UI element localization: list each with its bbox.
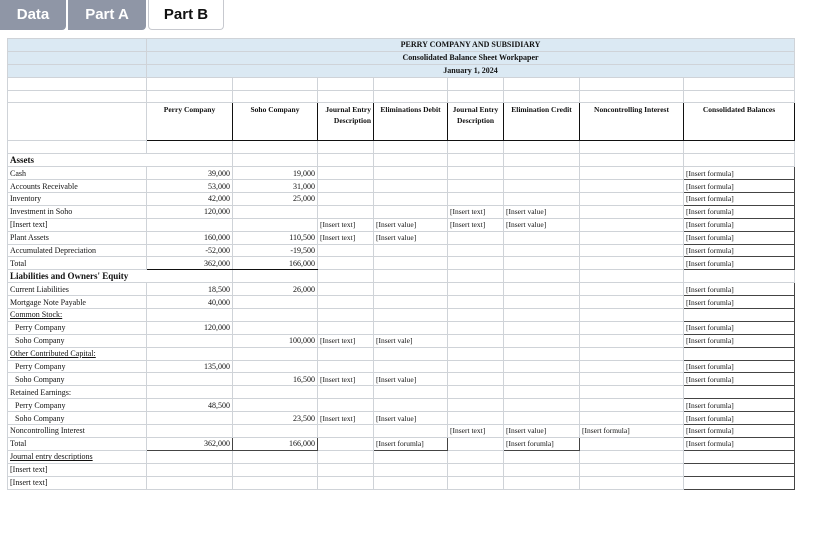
cell-elim-debit[interactable] [374, 425, 448, 438]
cell-elim-credit[interactable] [504, 476, 580, 489]
cell-journal-desc-2[interactable] [448, 347, 504, 360]
cell-elim-credit[interactable] [504, 386, 580, 399]
cell-consolidated[interactable] [684, 309, 795, 322]
cell-consolidated[interactable]: [Insert forumla] [684, 218, 795, 231]
cell-elim-debit[interactable]: [Insert forumla] [374, 437, 448, 450]
cell-journal-desc-1[interactable]: [Insert text] [318, 334, 374, 347]
cell-nci[interactable] [580, 283, 684, 296]
cell-perry: 40,000 [147, 296, 233, 309]
col-noncontrolling-interest: Noncontrolling Interest [580, 103, 684, 141]
cell-elim-debit[interactable]: [Insert value] [374, 412, 448, 425]
cell-elim-debit[interactable] [374, 270, 448, 283]
cell-elim-debit[interactable] [374, 347, 448, 360]
cell-consolidated[interactable] [684, 463, 795, 476]
cell-soho[interactable] [233, 205, 318, 218]
cell-elim-debit[interactable]: [Insert vale] [374, 334, 448, 347]
cell-perry: 362,000 [147, 257, 233, 270]
cell-perry: 160,000 [147, 231, 233, 244]
row-label: Investment in Soho [8, 205, 147, 218]
cell-consolidated[interactable] [684, 476, 795, 489]
cell-nci[interactable] [580, 399, 684, 412]
worksheet-grid [7, 38, 795, 490]
row-label: Perry Company [8, 360, 147, 373]
row-label: Soho Company [8, 373, 147, 386]
worksheet-date: January 1, 2024 [147, 64, 795, 77]
table-row [8, 154, 795, 167]
table-row [8, 373, 795, 386]
row-label: Current Liabilities [8, 283, 147, 296]
cell-journal-desc-2[interactable] [448, 270, 504, 283]
cell-soho[interactable] [233, 309, 318, 322]
cell-journal-desc-2[interactable] [448, 386, 504, 399]
cell-journal-desc-1[interactable]: [Insert text] [318, 231, 374, 244]
cell-journal-desc-1[interactable] [318, 399, 374, 412]
row-label[interactable]: [Insert text] [8, 476, 147, 489]
cell-soho[interactable] [233, 476, 318, 489]
table-row [8, 193, 795, 206]
cell-soho[interactable] [233, 347, 318, 360]
row-label: Other Contributed Capital: [8, 347, 147, 360]
cell-journal-desc-2[interactable] [448, 476, 504, 489]
cell-perry[interactable] [147, 373, 233, 386]
table-row [8, 425, 795, 438]
row-label: Perry Company [8, 399, 147, 412]
cell-soho[interactable] [233, 386, 318, 399]
cell-nci[interactable] [580, 257, 684, 270]
cell-journal-desc-1[interactable] [318, 296, 374, 309]
cell-nci[interactable] [580, 244, 684, 257]
cell-elim-debit[interactable] [374, 244, 448, 257]
cell-journal-desc-2[interactable]: [Insert text] [448, 425, 504, 438]
cell-consolidated[interactable]: [Insert formula] [684, 425, 795, 438]
cell-nci[interactable] [580, 309, 684, 322]
cell-journal-desc-1[interactable] [318, 244, 374, 257]
cell-soho[interactable] [233, 360, 318, 373]
table-row [8, 218, 795, 231]
cell-soho: 166,000 [233, 257, 318, 270]
cell-soho: 100,000 [233, 334, 318, 347]
company-title: PERRY COMPANY AND SUBSIDIARY [147, 39, 795, 52]
cell-elim-credit[interactable] [504, 334, 580, 347]
col-journal-entry-description-2: Journal Entry Description [448, 103, 504, 141]
cell-consolidated[interactable]: [Insert formula] [684, 244, 795, 257]
row-label[interactable]: [Insert text] [8, 463, 147, 476]
table-row [8, 476, 795, 489]
cell-soho: 110,500 [233, 231, 318, 244]
cell-elim-debit[interactable] [374, 463, 448, 476]
cell-journal-desc-1[interactable] [318, 270, 374, 283]
cell-journal-desc-1[interactable] [318, 283, 374, 296]
cell-journal-desc-2[interactable] [448, 450, 504, 463]
cell-soho[interactable] [233, 218, 318, 231]
cell-elim-debit[interactable] [374, 154, 448, 167]
table-row [8, 231, 795, 244]
cell-journal-desc-2[interactable] [448, 180, 504, 193]
cell-journal-desc-2[interactable] [448, 167, 504, 180]
cell-nci[interactable] [580, 167, 684, 180]
cell-consolidated[interactable]: [Insert forumla] [684, 360, 795, 373]
table-row [8, 309, 795, 322]
cell-soho: 19,000 [233, 167, 318, 180]
cell-soho[interactable] [233, 463, 318, 476]
cell-consolidated[interactable] [684, 386, 795, 399]
col-soho-company: Soho Company [233, 103, 318, 141]
cell-nci[interactable] [580, 373, 684, 386]
row-label: Plant Assets [8, 231, 147, 244]
row-label: Inventory [8, 193, 147, 206]
row-label: Soho Company [8, 412, 147, 425]
cell-consolidated[interactable] [684, 450, 795, 463]
cell-nci[interactable] [580, 450, 684, 463]
cell-consolidated[interactable] [684, 154, 795, 167]
table-row [8, 321, 795, 334]
cell-journal-desc-2[interactable] [448, 309, 504, 322]
cell-perry[interactable] [147, 425, 233, 438]
cell-journal-desc-1[interactable]: [Insert text] [318, 218, 374, 231]
cell-journal-desc-2[interactable] [448, 283, 504, 296]
cell-perry: -52,000 [147, 244, 233, 257]
cell-elim-debit[interactable] [374, 360, 448, 373]
cell-soho: 31,000 [233, 180, 318, 193]
cell-elim-debit[interactable] [374, 193, 448, 206]
cell-elim-debit[interactable] [374, 283, 448, 296]
cell-journal-desc-1[interactable]: [Insert text] [318, 373, 374, 386]
cell-soho: 25,000 [233, 193, 318, 206]
cell-consolidated[interactable]: [Insert forumla] [684, 399, 795, 412]
cell-perry: 18,500 [147, 283, 233, 296]
cell-soho: 23,500 [233, 412, 318, 425]
cell-elim-debit[interactable] [374, 450, 448, 463]
cell-perry: 53,000 [147, 180, 233, 193]
cell-elim-credit[interactable] [504, 360, 580, 373]
cell-elim-debit[interactable] [374, 321, 448, 334]
cell-elim-credit[interactable] [504, 296, 580, 309]
consolidation-worksheet [7, 38, 794, 490]
col-journal-entry-description-1: Journal Entry Description [318, 103, 374, 141]
row-label: Noncontrolling Interest [8, 425, 147, 438]
cell-nci[interactable] [580, 347, 684, 360]
cell-consolidated[interactable]: [Insert formula] [684, 193, 795, 206]
cell-journal-desc-1[interactable] [318, 476, 374, 489]
cell-elim-credit[interactable] [504, 231, 580, 244]
cell-journal-desc-2[interactable] [448, 193, 504, 206]
cell-nci[interactable] [580, 270, 684, 283]
cell-perry[interactable] [147, 476, 233, 489]
cell-nci[interactable] [580, 321, 684, 334]
cell-elim-debit[interactable] [374, 476, 448, 489]
cell-consolidated[interactable]: [Insert forumla] [684, 283, 795, 296]
cell-journal-desc-1[interactable] [318, 347, 374, 360]
cell-perry[interactable] [147, 463, 233, 476]
cell-journal-desc-1[interactable] [318, 437, 374, 450]
cell-soho[interactable] [233, 270, 318, 283]
cell-soho[interactable] [233, 450, 318, 463]
cell-elim-credit[interactable] [504, 180, 580, 193]
row-label: Mortgage Note Payable [8, 296, 147, 309]
col-eliminations-debit: Eliminations Debit [374, 103, 448, 141]
table-row [8, 450, 795, 463]
cell-nci[interactable] [580, 193, 684, 206]
cell-journal-desc-1[interactable] [318, 360, 374, 373]
cell-elim-debit[interactable] [374, 205, 448, 218]
cell-elim-debit[interactable]: [Insert value] [374, 231, 448, 244]
cell-journal-desc-2[interactable] [448, 296, 504, 309]
cell-consolidated[interactable]: [Insert forumla] [684, 257, 795, 270]
cell-journal-desc-2[interactable] [448, 334, 504, 347]
cell-elim-debit[interactable] [374, 399, 448, 412]
tab-data[interactable]: Data [0, 0, 66, 30]
row-label: Accumulated Depreciation [8, 244, 147, 257]
cell-nci[interactable] [580, 218, 684, 231]
cell-elim-debit[interactable]: [Insert value] [374, 373, 448, 386]
cell-perry: 135,000 [147, 360, 233, 373]
cell-consolidated[interactable]: [Insert forumla] [684, 334, 795, 347]
cell-consolidated[interactable]: [Insert forumla] [684, 373, 795, 386]
table-row [8, 180, 795, 193]
tab-part-a[interactable]: Part A [68, 0, 146, 30]
cell-elim-credit[interactable] [504, 193, 580, 206]
cell-consolidated[interactable]: [Insert forumla] [684, 231, 795, 244]
cell-elim-debit[interactable]: [Insert value] [374, 218, 448, 231]
cell-elim-credit[interactable] [504, 412, 580, 425]
table-row [8, 270, 795, 283]
cell-elim-debit[interactable] [374, 257, 448, 270]
cell-journal-desc-2[interactable]: [Insert text] [448, 205, 504, 218]
cell-elim-credit[interactable] [504, 270, 580, 283]
cell-journal-desc-1[interactable] [318, 425, 374, 438]
cell-journal-desc-1[interactable] [318, 193, 374, 206]
cell-perry[interactable] [147, 412, 233, 425]
cell-perry[interactable] [147, 334, 233, 347]
cell-nci[interactable] [580, 437, 684, 450]
cell-elim-credit[interactable] [504, 450, 580, 463]
cell-journal-desc-2[interactable] [448, 373, 504, 386]
cell-consolidated[interactable]: [Insert formula] [684, 180, 795, 193]
cell-elim-credit[interactable] [504, 283, 580, 296]
cell-journal-desc-2[interactable] [448, 399, 504, 412]
cell-perry: 120,000 [147, 205, 233, 218]
cell-perry: 48,500 [147, 399, 233, 412]
worksheet-subtitle: Consolidated Balance Sheet Workpaper [147, 51, 795, 64]
row-label: Perry Company [8, 321, 147, 334]
row-label: Liabilities and Owners' Equity [8, 270, 233, 283]
cell-journal-desc-1[interactable] [318, 205, 374, 218]
cell-perry[interactable] [147, 309, 233, 322]
cell-elim-credit[interactable] [504, 309, 580, 322]
cell-elim-credit[interactable] [504, 373, 580, 386]
cell-nci[interactable] [580, 334, 684, 347]
table-row [8, 360, 795, 373]
cell-consolidated[interactable]: [Insert forumla] [684, 296, 795, 309]
cell-elim-debit[interactable] [374, 167, 448, 180]
cell-nci[interactable] [580, 296, 684, 309]
cell-soho[interactable] [233, 296, 318, 309]
cell-perry: 42,000 [147, 193, 233, 206]
cell-nci[interactable]: [Insert formula] [580, 425, 684, 438]
cell-perry[interactable] [147, 450, 233, 463]
cell-elim-debit[interactable] [374, 309, 448, 322]
row-label: Total [8, 257, 147, 270]
cell-nci[interactable] [580, 360, 684, 373]
cell-elim-credit[interactable] [504, 244, 580, 257]
table-row [8, 437, 795, 450]
col-perry-company: Perry Company [147, 103, 233, 141]
row-label: Cash [8, 167, 147, 180]
row-label: Common Stock: [8, 309, 147, 322]
cell-journal-desc-1[interactable] [318, 450, 374, 463]
row-label: Soho Company [8, 334, 147, 347]
row-label: Accounts Receivable [8, 180, 147, 193]
cell-elim-debit[interactable] [374, 180, 448, 193]
cell-nci[interactable] [580, 476, 684, 489]
cell-elim-credit[interactable] [504, 463, 580, 476]
cell-soho[interactable] [233, 425, 318, 438]
cell-soho[interactable] [233, 154, 318, 167]
cell-journal-desc-1[interactable]: [Insert text] [318, 412, 374, 425]
cell-journal-desc-1[interactable] [318, 386, 374, 399]
cell-nci[interactable] [580, 463, 684, 476]
cell-journal-desc-1[interactable] [318, 463, 374, 476]
cell-nci[interactable] [580, 180, 684, 193]
cell-elim-credit[interactable]: [Insert value] [504, 218, 580, 231]
cell-journal-desc-2[interactable] [448, 244, 504, 257]
cell-elim-credit[interactable]: [Insert forumla] [504, 437, 580, 450]
cell-elim-credit[interactable] [504, 167, 580, 180]
cell-perry: 362,000 [147, 437, 233, 450]
cell-elim-credit[interactable]: [Insert value] [504, 425, 580, 438]
cell-elim-credit[interactable] [504, 257, 580, 270]
cell-elim-credit[interactable] [504, 399, 580, 412]
cell-perry: 120,000 [147, 321, 233, 334]
table-row [8, 296, 795, 309]
table-row [8, 347, 795, 360]
table-row [8, 463, 795, 476]
table-row [8, 283, 795, 296]
cell-elim-debit[interactable] [374, 296, 448, 309]
row-label: Journal entry descriptions [8, 450, 147, 463]
cell-journal-desc-1[interactable] [318, 257, 374, 270]
cell-perry[interactable] [147, 386, 233, 399]
cell-consolidated[interactable]: [Insert formula] [684, 437, 795, 450]
cell-journal-desc-2[interactable]: [Insert text] [448, 218, 504, 231]
cell-journal-desc-1[interactable] [318, 309, 374, 322]
cell-journal-desc-2[interactable] [448, 231, 504, 244]
cell-journal-desc-2[interactable] [448, 321, 504, 334]
cell-journal-desc-2[interactable] [448, 257, 504, 270]
cell-elim-credit[interactable] [504, 347, 580, 360]
table-row [8, 244, 795, 257]
table-row [8, 334, 795, 347]
table-row [8, 386, 795, 399]
cell-elim-debit[interactable] [374, 386, 448, 399]
cell-journal-desc-2[interactable] [448, 360, 504, 373]
cell-nci[interactable] [580, 231, 684, 244]
table-row [8, 257, 795, 270]
cell-soho[interactable] [233, 321, 318, 334]
cell-journal-desc-2[interactable] [448, 412, 504, 425]
cell-consolidated[interactable]: [Insert forumla] [684, 412, 795, 425]
cell-journal-desc-1[interactable] [318, 321, 374, 334]
row-label: Assets [8, 154, 233, 167]
tab-part-b[interactable]: Part B [148, 0, 224, 30]
table-row [8, 167, 795, 180]
table-row [8, 205, 795, 218]
table-row [8, 412, 795, 425]
cell-journal-desc-1[interactable] [318, 154, 374, 167]
cell-nci[interactable] [580, 386, 684, 399]
cell-perry: 39,000 [147, 167, 233, 180]
cell-elim-credit[interactable] [504, 154, 580, 167]
cell-consolidated[interactable] [684, 270, 795, 283]
cell-journal-desc-2[interactable] [448, 437, 504, 450]
cell-consolidated[interactable]: [Insert forumla] [684, 205, 795, 218]
cell-journal-desc-2[interactable] [448, 463, 504, 476]
row-label[interactable]: [Insert text] [8, 218, 147, 231]
cell-journal-desc-1[interactable] [318, 180, 374, 193]
cell-consolidated[interactable]: [Insert formula] [684, 167, 795, 180]
cell-consolidated[interactable]: [Insert forumla] [684, 321, 795, 334]
row-label: Retained Earnings: [8, 386, 147, 399]
table-row [8, 399, 795, 412]
cell-soho[interactable] [233, 399, 318, 412]
tab-bar [0, 0, 224, 30]
cell-nci[interactable] [580, 154, 684, 167]
cell-perry[interactable] [147, 218, 233, 231]
cell-journal-desc-2[interactable] [448, 154, 504, 167]
col-elimination-credit: Elimination Credit [504, 103, 580, 141]
cell-perry[interactable] [147, 347, 233, 360]
cell-nci[interactable] [580, 205, 684, 218]
cell-soho: -19,500 [233, 244, 318, 257]
cell-soho: 26,000 [233, 283, 318, 296]
cell-journal-desc-1[interactable] [318, 167, 374, 180]
cell-elim-credit[interactable] [504, 321, 580, 334]
cell-consolidated[interactable] [684, 347, 795, 360]
cell-elim-credit[interactable]: [Insert value] [504, 205, 580, 218]
cell-soho: 166,000 [233, 437, 318, 450]
cell-soho: 16,500 [233, 373, 318, 386]
col-consolidated-balances: Consolidated Balances [684, 103, 795, 141]
row-label: Total [8, 437, 147, 450]
cell-nci[interactable] [580, 412, 684, 425]
